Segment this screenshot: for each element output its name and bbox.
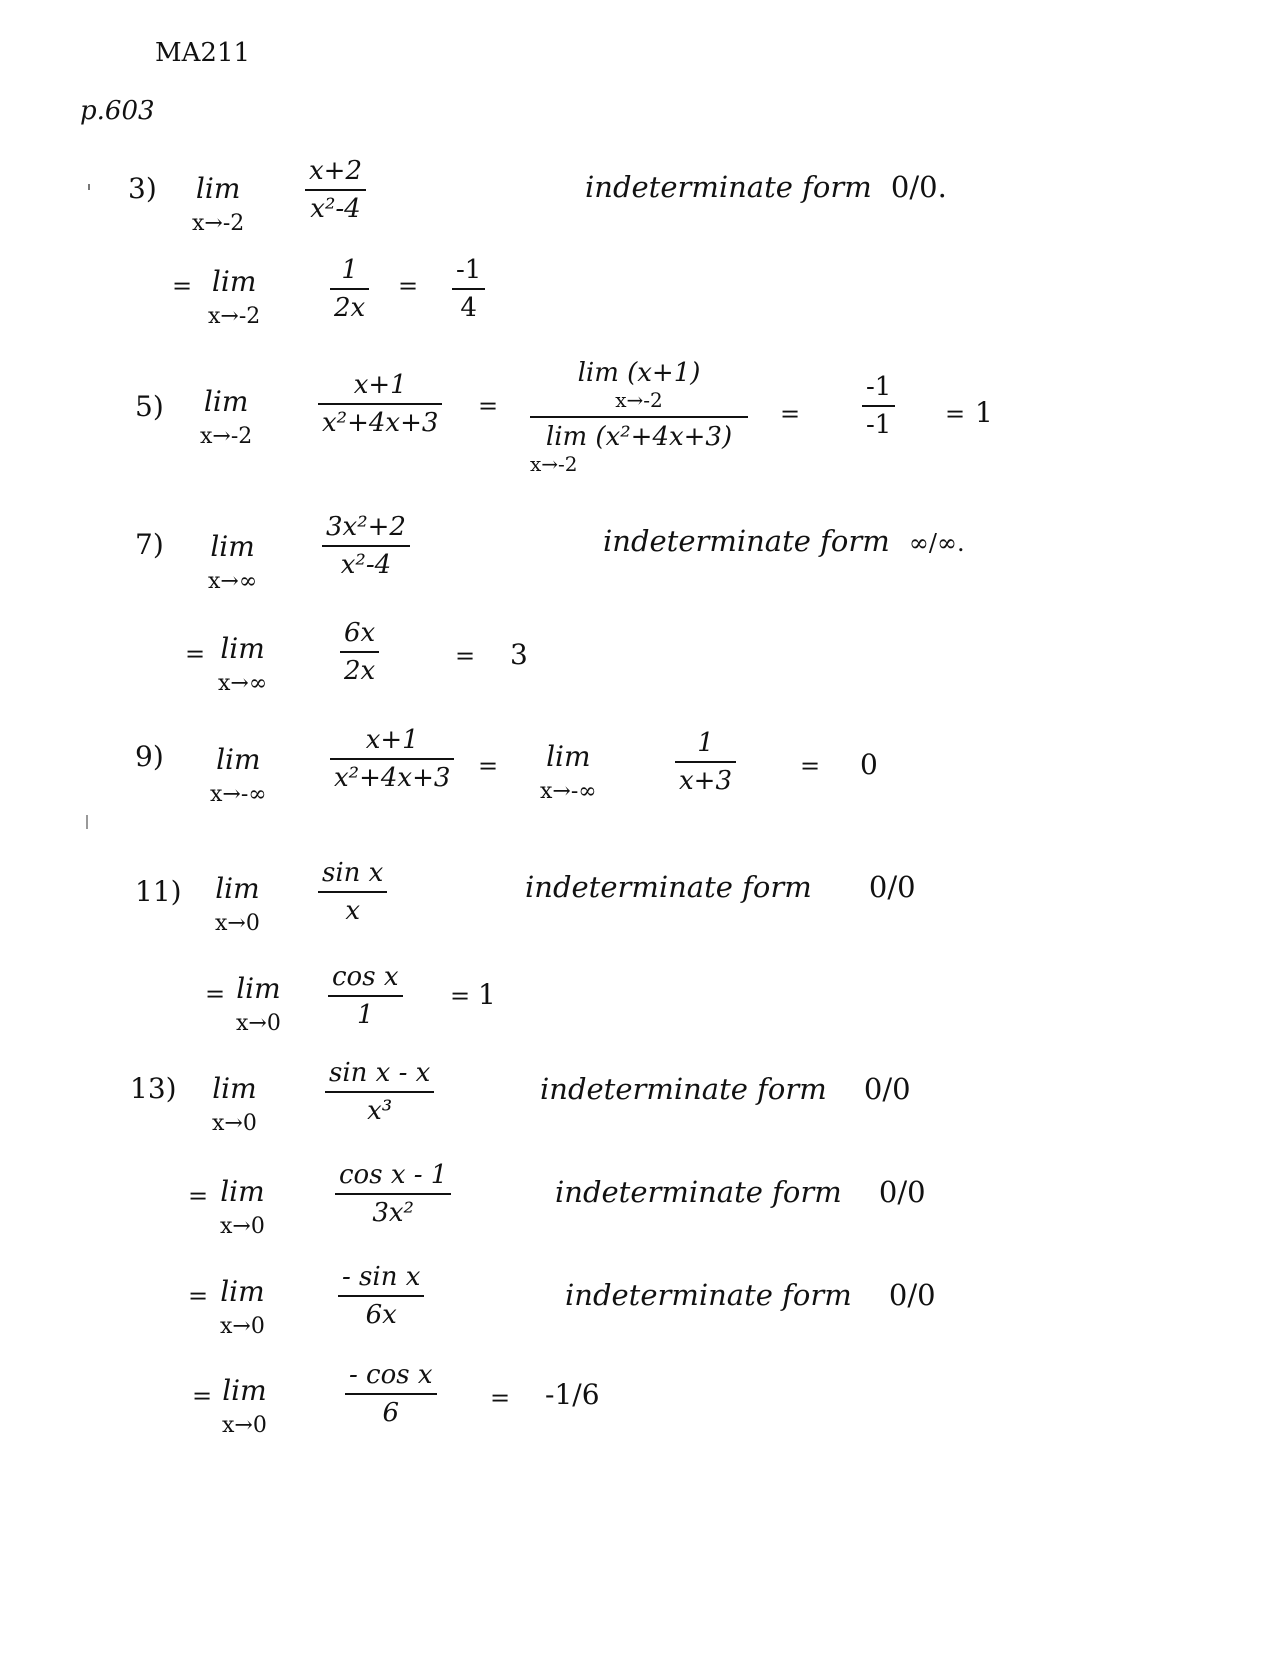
problem-7-step2-limit <box>218 632 267 696</box>
lim-word: lim <box>220 1275 265 1308</box>
lim-word: lim <box>211 265 257 298</box>
problem-7-limit <box>208 530 257 594</box>
numerator: x+2 <box>309 156 362 186</box>
denominator: 2x <box>334 293 366 323</box>
problem-11-note <box>525 870 916 904</box>
form-label: 0/0. <box>890 170 947 204</box>
denominator: x²+4x+3 <box>322 408 439 438</box>
problem-7-note <box>603 524 965 558</box>
problem-11-label: 11) <box>135 875 182 908</box>
problem-5-equals-3: = <box>945 400 966 428</box>
problem-13-fraction <box>325 1058 434 1126</box>
lim-subscript: x→-∞ <box>210 782 267 807</box>
lim-word: lim <box>222 1374 267 1407</box>
numerator: x+1 <box>365 725 419 755</box>
denominator: x²-4 <box>340 550 392 580</box>
note-text: indeterminate form <box>540 1072 827 1106</box>
note-text: indeterminate form <box>603 524 890 558</box>
problem-5-equals-1: = <box>478 392 499 420</box>
form-label: ∞/∞. <box>908 529 965 557</box>
numerator: -1 <box>866 372 892 402</box>
lim-subscript: x→0 <box>215 911 260 936</box>
lim-subscript: x→-2 <box>208 304 261 329</box>
problem-7-step2-fraction <box>340 618 379 686</box>
form-label: 0/0 <box>863 1072 911 1106</box>
denominator: x <box>345 896 360 926</box>
denominator: 4 <box>460 293 477 323</box>
problem-9-fraction-2 <box>675 728 736 796</box>
problem-9-label: 9) <box>135 740 164 773</box>
problem-9-result: 0 <box>860 748 878 781</box>
numerator: cos x <box>332 962 399 992</box>
problem-13-step4-limit <box>222 1374 267 1438</box>
scan-speck <box>88 184 90 190</box>
problem-13-step2-equals: = <box>188 1182 209 1210</box>
problem-13-step4-equals: = <box>192 1382 213 1410</box>
lim-word: lim <box>215 872 260 905</box>
problem-11-step2-equals-2: = <box>450 982 471 1010</box>
form-label: 0/0 <box>888 1278 936 1312</box>
lim-subscript: x→0 <box>236 1011 281 1036</box>
problem-7-result: 3 <box>510 638 528 671</box>
problem-11-step2-fraction <box>328 962 403 1030</box>
note-text: indeterminate form <box>565 1278 852 1312</box>
problem-9-fraction <box>330 725 454 793</box>
lim-subscript: x→∞ <box>218 671 268 696</box>
problem-11-step2-limit <box>236 972 281 1036</box>
denominator: x²+4x+3 <box>334 763 451 793</box>
denominator: -1 <box>866 410 892 440</box>
form-label: 0/0 <box>878 1175 926 1209</box>
course-code: MA211 <box>155 38 251 68</box>
lim-word: lim <box>220 632 265 665</box>
problem-9-equals-2: = <box>800 752 821 780</box>
numerator: 3x²+2 <box>326 512 406 542</box>
page-reference: p.603 <box>80 96 155 126</box>
problem-13-step3-limit <box>220 1275 265 1339</box>
numerator: - sin x <box>342 1262 421 1292</box>
problem-13-result: -1/6 <box>545 1378 600 1411</box>
lim-subscript: x→0 <box>220 1314 265 1339</box>
problem-5-label: 5) <box>135 390 164 423</box>
problem-3-result-fraction <box>452 255 485 323</box>
note-text: indeterminate form <box>585 170 872 204</box>
problem-13-step2-limit <box>220 1175 265 1239</box>
denominator: 6x <box>365 1300 397 1330</box>
note-text: indeterminate form <box>555 1175 842 1209</box>
lim-subscript: x→-∞ <box>540 779 597 804</box>
denominator: 1 <box>356 1000 374 1030</box>
problem-3-note <box>585 170 947 204</box>
problem-11-step2-equals: = <box>205 980 226 1008</box>
quotient-numerator-subscript: x→-2 <box>615 388 663 412</box>
problem-13-note <box>540 1072 911 1106</box>
problem-13-step3-note <box>565 1278 936 1312</box>
problem-11-fraction <box>318 858 387 926</box>
problem-7-step2-equals-2: = <box>455 642 476 670</box>
problem-13-step4-equals-2: = <box>490 1384 511 1412</box>
lim-word: lim <box>220 1175 265 1208</box>
lim-subscript: x→∞ <box>208 569 258 594</box>
problem-3-fraction <box>305 156 366 224</box>
denominator: 3x² <box>372 1198 414 1228</box>
lim-word: lim <box>216 743 261 776</box>
problem-3-label: 3) <box>128 172 157 205</box>
problem-3-limit <box>192 172 244 236</box>
lim-word: lim <box>210 530 255 563</box>
problem-7-label: 7) <box>135 528 164 561</box>
problem-11-limit <box>215 872 260 936</box>
numerator: 6x <box>344 618 376 648</box>
problem-11-result: 1 <box>478 978 496 1011</box>
problem-3-step2-fraction <box>330 255 369 323</box>
problem-5-equals-2: = <box>780 400 801 428</box>
fraction-bar <box>530 416 748 418</box>
problem-13-step3-equals: = <box>188 1282 209 1310</box>
problem-13-step2-fraction <box>335 1160 451 1228</box>
quotient-denominator: lim (x²+4x+3) <box>545 422 733 452</box>
problem-7-step2-equals: = <box>185 640 206 668</box>
numerator: cos x - 1 <box>339 1160 448 1190</box>
numerator: 1 <box>697 728 714 758</box>
lim-subscript: x→-2 <box>200 424 253 449</box>
problem-5-result-fraction <box>862 372 895 440</box>
lim-subscript: x→0 <box>222 1413 267 1438</box>
problem-3-step2-equals: = <box>172 272 193 300</box>
lim-word: lim <box>546 740 591 773</box>
problem-5-limit <box>200 385 252 449</box>
lim-subscript: x→-2 <box>192 211 245 236</box>
problem-13-limit <box>212 1072 257 1136</box>
problem-13-step3-fraction <box>338 1262 424 1330</box>
numerator: sin x - x <box>329 1058 431 1088</box>
denominator: x³ <box>367 1096 393 1126</box>
problem-13-step2-note <box>555 1175 926 1209</box>
form-label: 0/0 <box>868 870 916 904</box>
denominator: 6 <box>382 1398 400 1428</box>
lim-word: lim <box>203 385 249 418</box>
numerator: - cos x <box>349 1360 433 1390</box>
quotient-numerator: lim (x+1) <box>577 358 701 388</box>
problem-9-limit-2 <box>540 740 597 804</box>
numerator: x+1 <box>353 370 407 400</box>
problem-9-equals-1: = <box>478 752 499 780</box>
problem-5-limit-quotient <box>530 358 748 476</box>
numerator: sin x <box>322 858 384 888</box>
quotient-denominator-subscript: x→-2 <box>530 452 578 476</box>
problem-7-fraction <box>322 512 410 580</box>
problem-13-step4-fraction <box>345 1360 437 1428</box>
problem-5-fraction <box>318 370 442 438</box>
problem-5-result: 1 <box>975 396 993 429</box>
lim-word: lim <box>212 1072 257 1105</box>
scan-speck <box>86 815 88 829</box>
denominator: x+3 <box>679 766 732 796</box>
problem-9-limit <box>210 743 267 807</box>
numerator: -1 <box>456 255 482 285</box>
denominator: 2x <box>344 656 376 686</box>
problem-3-step2-equals-2: = <box>398 272 419 300</box>
numerator: 1 <box>341 255 358 285</box>
lim-word: lim <box>236 972 281 1005</box>
problem-13-label: 13) <box>130 1072 177 1105</box>
lim-word: lim <box>195 172 241 205</box>
note-text: indeterminate form <box>525 870 812 904</box>
lim-subscript: x→0 <box>212 1111 257 1136</box>
lim-subscript: x→0 <box>220 1214 265 1239</box>
denominator: x²-4 <box>310 194 361 224</box>
problem-3-step2-limit <box>208 265 260 329</box>
